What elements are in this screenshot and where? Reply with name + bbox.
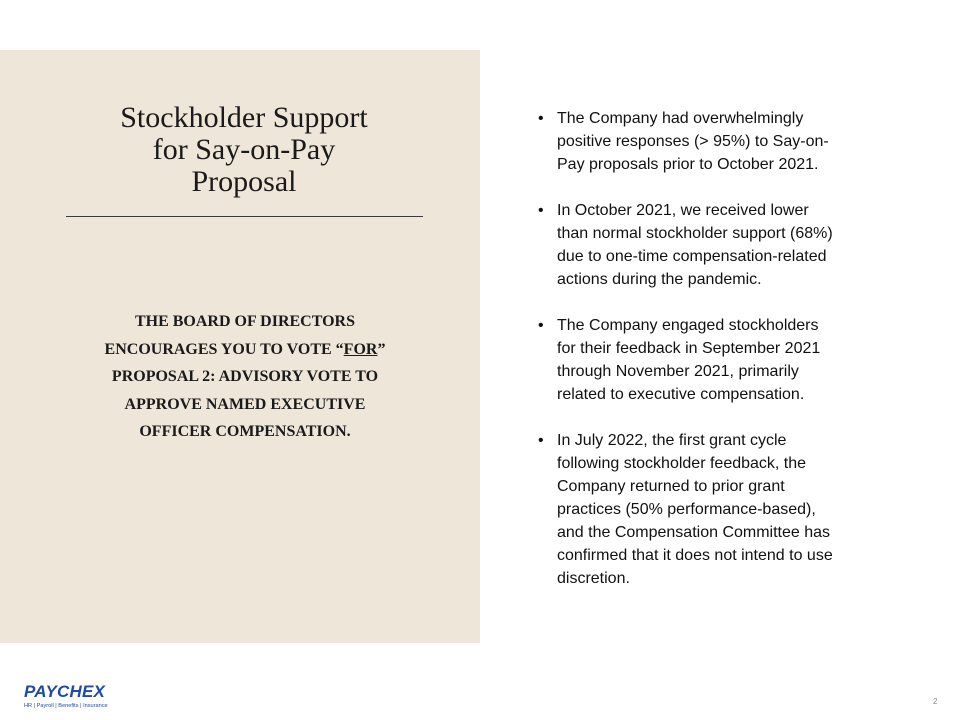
bullet-text-line: actions during the pandemic. <box>557 271 762 288</box>
callout-line: THE BOARD OF DIRECTORS <box>134 313 356 330</box>
callout-line: OFFICER COMPENSATION. <box>139 423 351 440</box>
title-line: Proposal <box>191 165 297 198</box>
bullet-item <box>538 314 898 406</box>
title-line: Stockholder Support <box>120 101 368 134</box>
title-divider <box>66 216 423 217</box>
left-panel <box>0 50 480 643</box>
bullet-text-line: for their feedback in September 2021 <box>557 340 821 357</box>
bullet-dot: • <box>538 110 544 127</box>
bullet-text-line: The Company had overwhelmingly <box>557 110 804 127</box>
callout-emphasis-for: FOR <box>343 340 378 358</box>
bullet-item <box>538 199 898 291</box>
bullet-text-line: Pay proposals prior to October 2021. <box>557 156 819 173</box>
bullet-text-line: following stockholder feedback, the <box>557 455 807 472</box>
bullet-text-line: confirmed that it does not intend to use <box>557 547 833 564</box>
bullet-item <box>538 107 898 176</box>
logo-tagline: HR | Payroll | Benefits | Insurance <box>24 703 108 709</box>
title-line: for Say-on-Pay <box>152 133 336 166</box>
bullet-dot: • <box>538 317 544 334</box>
bullet-item <box>538 429 898 590</box>
slide-title <box>60 102 428 198</box>
bullet-text-line: practices (50% performance-based), <box>557 501 816 518</box>
bullet-text-line: In October 2021, we received lower <box>557 202 809 219</box>
page-number: 2 <box>933 697 938 706</box>
bullet-list <box>538 107 898 613</box>
paychex-logo <box>24 683 134 713</box>
callout-text: ENCOURAGES YOU TO VOTE “ <box>104 340 344 358</box>
bullet-text-line: The Company engaged stockholders <box>557 317 819 334</box>
callout-text: ” <box>377 340 386 358</box>
callout-line: PROPOSAL 2: ADVISORY VOTE TO <box>111 368 379 385</box>
bullet-text-line: discretion. <box>557 570 630 587</box>
bullet-text-line: In July 2022, the first grant cycle <box>557 432 787 449</box>
bullet-dot: • <box>538 432 544 449</box>
logo-wordmark: PAYCHEX <box>24 682 106 701</box>
callout-line <box>50 336 440 364</box>
bullet-text-line: and the Compensation Committee has <box>557 524 831 541</box>
bullet-dot: • <box>538 202 544 219</box>
bullet-text-line: through November 2021, primarily <box>557 363 799 380</box>
bullet-text-line: than normal stockholder support (68%) <box>557 225 833 242</box>
bullet-text-line: Company returned to prior grant <box>557 478 785 495</box>
callout-line: APPROVE NAMED EXECUTIVE <box>124 395 366 413</box>
bullet-text-line: due to one-time compensation-related <box>557 248 827 265</box>
board-recommendation-callout <box>50 308 440 446</box>
bullet-text-line: positive responses (> 95%) to Say-on- <box>557 133 829 150</box>
bullet-text-line: related to executive compensation. <box>557 386 805 403</box>
